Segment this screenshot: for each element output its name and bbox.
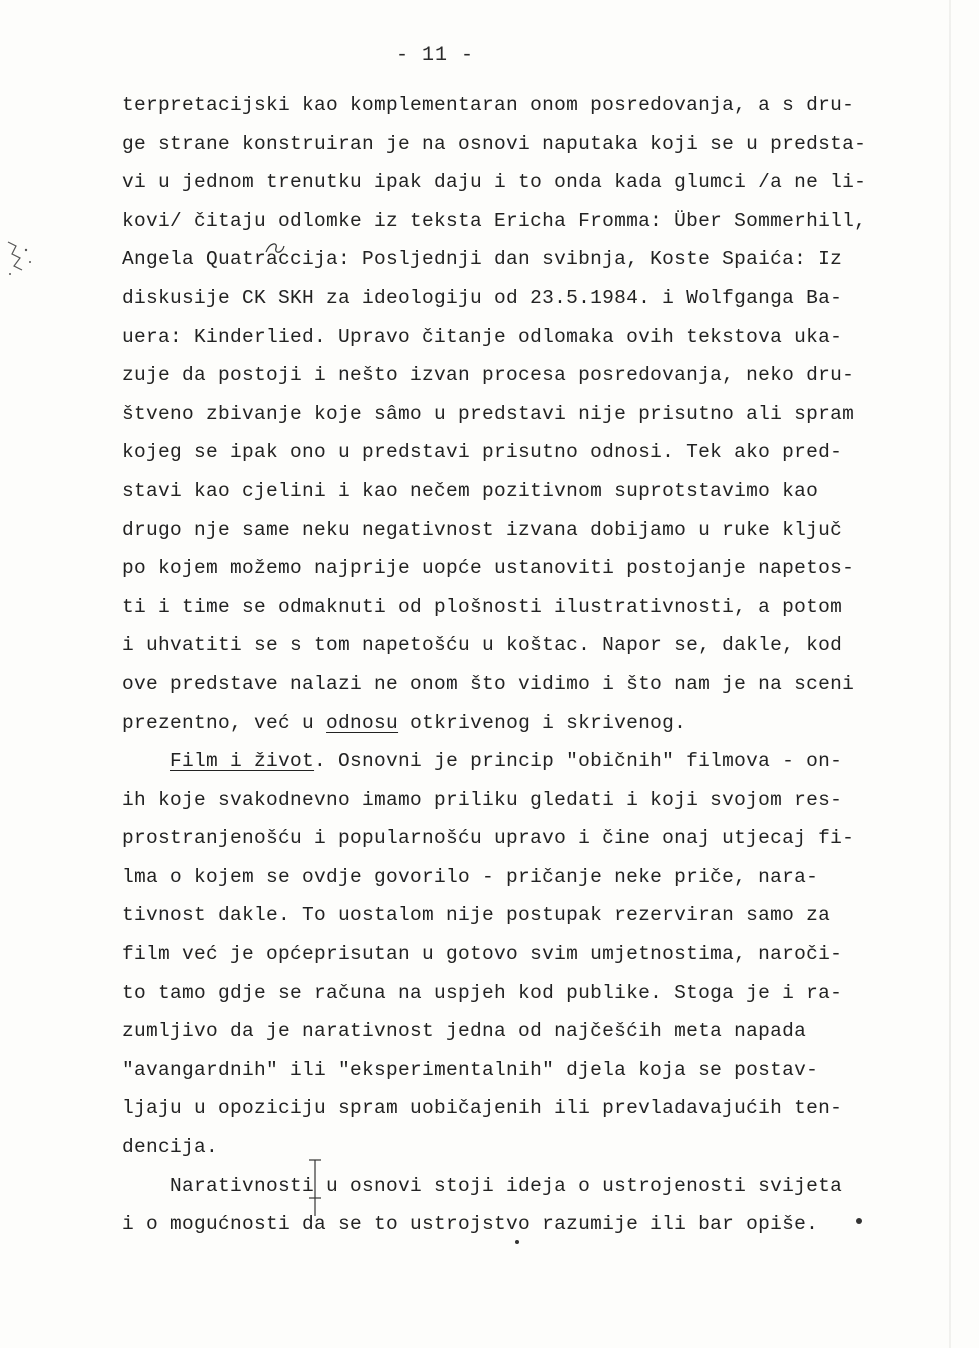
- text-line: vi u jednom trenutku ipak daju i to onda kada glumci /a ne li-: [122, 171, 867, 194]
- ink-dot: [515, 1240, 519, 1244]
- text-line: ljaju u opoziciju spram uobičajenih ili prevladavajućih ten-: [122, 1097, 843, 1120]
- paragraph-3: [122, 1167, 862, 1244]
- underlined-word: odnosu: [326, 711, 399, 734]
- text-line: film već je općeprisutan u gotovo svim umjetnostima, naroči-: [122, 943, 843, 966]
- text-line: zuje da postoji i nešto izvan procesa posredovanja, neko dru-: [122, 364, 855, 387]
- text-line: tivnost dakle. To uostalom nije postupak rezerviran samo za: [122, 904, 831, 927]
- text-line: stavi kao cjelini i kao nečem pozitivnom suprotstavimo kao: [122, 479, 819, 502]
- text-line: Narativnosti u osnovi stoji ideja o ustrojenosti svijeta: [122, 1174, 843, 1197]
- text-line: štveno zbivanje koje sâmo u predstavi nije prisutno ali spram: [122, 402, 855, 425]
- text-line: uera: Kinderlied. Upravo čitanje odlomaka ovih tekstova uka-: [122, 325, 843, 348]
- text-line: i o mogućnosti da se to ustrojstvo razumije ili bar opiše.: [122, 1213, 819, 1236]
- text-line: terpretacijski kao komplementaran onom posredovanja, a s dru-: [122, 94, 855, 116]
- text-line: dencija.: [122, 1136, 219, 1159]
- text-line: [122, 742, 862, 781]
- paragraph-2: [122, 742, 862, 1167]
- text-line: kojeg se ipak ono u predstavi prisutno odnosi. Tek ako pred-: [122, 441, 843, 464]
- text-line: [122, 704, 862, 743]
- indent: [122, 750, 170, 772]
- margin-smudge: [2, 236, 38, 284]
- text-line: ih koje svakodnevno imamo priliku gledati i koji svojom res-: [122, 788, 843, 811]
- text-line: to tamo gdje se računa na uspjeh kod publike. Stoga je i ra-: [122, 981, 843, 1004]
- text-line: prostranjenošću i popularnošću upravo i čine onaj utjecaj fi-: [122, 827, 855, 850]
- text-segment: . Osnovni je princip "običnih" filmova - on-: [314, 750, 843, 773]
- ink-dot: [856, 1218, 862, 1224]
- text-segment: prezentno, već u: [122, 711, 327, 734]
- paragraph-1: [122, 86, 867, 742]
- body-text: [122, 86, 867, 1244]
- page-number: - 11 -: [396, 44, 475, 67]
- text-segment: otkrivenog i skrivenog.: [398, 711, 687, 734]
- text-line: ti i time se odmaknuti od plošnosti ilustrativnosti, a potom: [122, 595, 843, 618]
- text-line: Angela Quatraccija: Posljednji dan svibnja, Koste Spaića: Iz: [122, 248, 843, 271]
- text-line: ove predstave nalazi ne onom što vidimo i što nam je na sceni: [122, 672, 855, 695]
- text-line: zumljivo da je narativnost jedna od najčešćih meta napada: [122, 1020, 807, 1043]
- text-line: "avangardnih" ili "eksperimentalnih" djela koja se postav-: [122, 1058, 819, 1081]
- text-line: ge strane konstruiran je na osnovi naputaka koji se u predsta-: [122, 132, 867, 155]
- text-line: lma o kojem se ovdje govorilo - pričanje neke priče, nara-: [122, 865, 819, 888]
- text-line: drugo nje same neku negativnost izvana dobijamo u ruke ključ: [122, 518, 843, 541]
- text-line: po kojem možemo najprije uopće ustanoviti postojanje napetos-: [122, 557, 855, 580]
- text-line: i uhvatiti se s tom napetošću u koštac. Napor se, dakle, kod: [122, 634, 843, 657]
- section-heading: Film i život: [170, 750, 315, 773]
- text-line: kovi/ čitaju odlomke iz teksta Ericha Fromma: Über Sommerhill,: [122, 209, 867, 232]
- text-cursor-mark: [308, 1158, 322, 1218]
- page-edge-shadow: [949, 0, 951, 1348]
- text-line: diskusije CK SKH za ideologiju od 23.5.1984. i Wolfganga Ba-: [122, 286, 843, 309]
